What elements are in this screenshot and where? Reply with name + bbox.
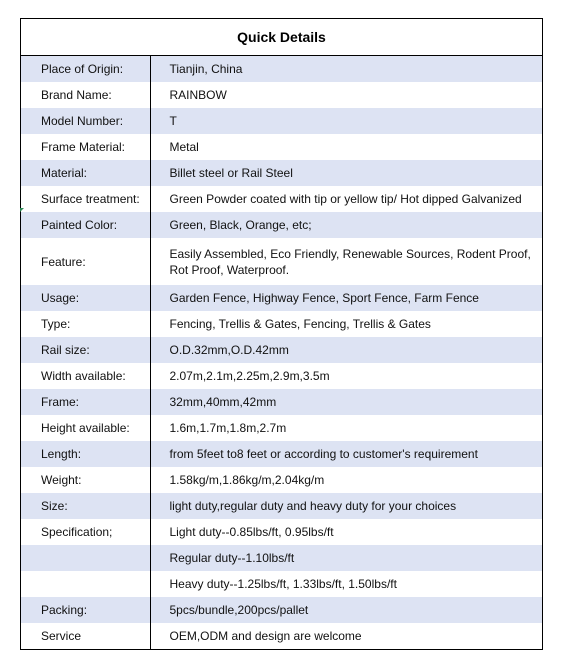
row-value: Easily Assembled, Eco Friendly, Renewable Sources, Rodent Proof, Rot Proof, Waterproof. — [150, 238, 542, 285]
row-key: Specification; — [21, 519, 150, 545]
table-row — [21, 441, 542, 467]
row-key: Service — [21, 623, 150, 649]
row-value: light duty,regular duty and heavy duty for your choices — [150, 493, 542, 519]
row-key: Feature: — [21, 238, 150, 285]
row-key: Packing: — [21, 597, 150, 623]
table-row — [21, 186, 542, 212]
row-key: Weight: — [21, 467, 150, 493]
row-value: Green Powder coated with tip or yellow tip/ Hot dipped Galvanized — [150, 186, 542, 212]
table-row — [21, 493, 542, 519]
table-row — [21, 160, 542, 186]
row-value: Tianjin, China — [150, 56, 542, 82]
row-value: OEM,ODM and design are welcome — [150, 623, 542, 649]
table-row — [21, 108, 542, 134]
row-value: RAINBOW — [150, 82, 542, 108]
row-value: Garden Fence, Highway Fence, Sport Fence, Farm Fence — [150, 285, 542, 311]
table-row — [21, 311, 542, 337]
table-row — [21, 134, 542, 160]
row-value: Light duty--0.85lbs/ft, 0.95lbs/ft — [150, 519, 542, 545]
row-key: Height available: — [21, 415, 150, 441]
table-row — [21, 337, 542, 363]
row-key: Type: — [21, 311, 150, 337]
table-row — [21, 238, 542, 285]
quick-details-table — [20, 18, 543, 650]
table-row — [21, 623, 542, 649]
table-row — [21, 389, 542, 415]
row-key: Size: — [21, 493, 150, 519]
table-row — [21, 415, 542, 441]
row-key: Material: — [21, 160, 150, 186]
row-key — [21, 545, 150, 571]
row-key: Model Number: — [21, 108, 150, 134]
row-value: from 5feet to8 feet or according to customer's requirement — [150, 441, 542, 467]
row-key: Frame Material: — [21, 134, 150, 160]
table-title: Quick Details — [21, 19, 542, 56]
cell-comment-marker — [20, 208, 24, 212]
table-row — [21, 212, 542, 238]
row-value: Billet steel or Rail Steel — [150, 160, 542, 186]
row-key: Brand Name: — [21, 82, 150, 108]
row-value: Heavy duty--1.25lbs/ft, 1.33lbs/ft, 1.50lbs/ft — [150, 571, 542, 597]
table-row — [21, 597, 542, 623]
row-value: 1.6m,1.7m,1.8m,2.7m — [150, 415, 542, 441]
row-key: Surface treatment: — [21, 186, 150, 212]
row-value: O.D.32mm,O.D.42mm — [150, 337, 542, 363]
row-value: Green, Black, Orange, etc; — [150, 212, 542, 238]
row-key: Usage: — [21, 285, 150, 311]
row-value: Fencing, Trellis & Gates, Fencing, Trellis & Gates — [150, 311, 542, 337]
row-value: Metal — [150, 134, 542, 160]
row-key: Length: — [21, 441, 150, 467]
table-row — [21, 467, 542, 493]
row-key — [21, 571, 150, 597]
table-row — [21, 82, 542, 108]
details-grid — [21, 56, 542, 649]
table-row — [21, 363, 542, 389]
table-row — [21, 56, 542, 82]
row-value: 32mm,40mm,42mm — [150, 389, 542, 415]
table-row — [21, 519, 542, 545]
row-key: Width available: — [21, 363, 150, 389]
table-row — [21, 545, 542, 571]
row-key: Painted Color: — [21, 212, 150, 238]
row-key: Rail size: — [21, 337, 150, 363]
row-value: 5pcs/bundle,200pcs/pallet — [150, 597, 542, 623]
row-value: 2.07m,2.1m,2.25m,2.9m,3.5m — [150, 363, 542, 389]
row-key: Frame: — [21, 389, 150, 415]
table-row — [21, 285, 542, 311]
table-row — [21, 571, 542, 597]
row-value: 1.58kg/m,1.86kg/m,2.04kg/m — [150, 467, 542, 493]
row-value: T — [150, 108, 542, 134]
row-key: Place of Origin: — [21, 56, 150, 82]
row-value: Regular duty--1.10lbs/ft — [150, 545, 542, 571]
